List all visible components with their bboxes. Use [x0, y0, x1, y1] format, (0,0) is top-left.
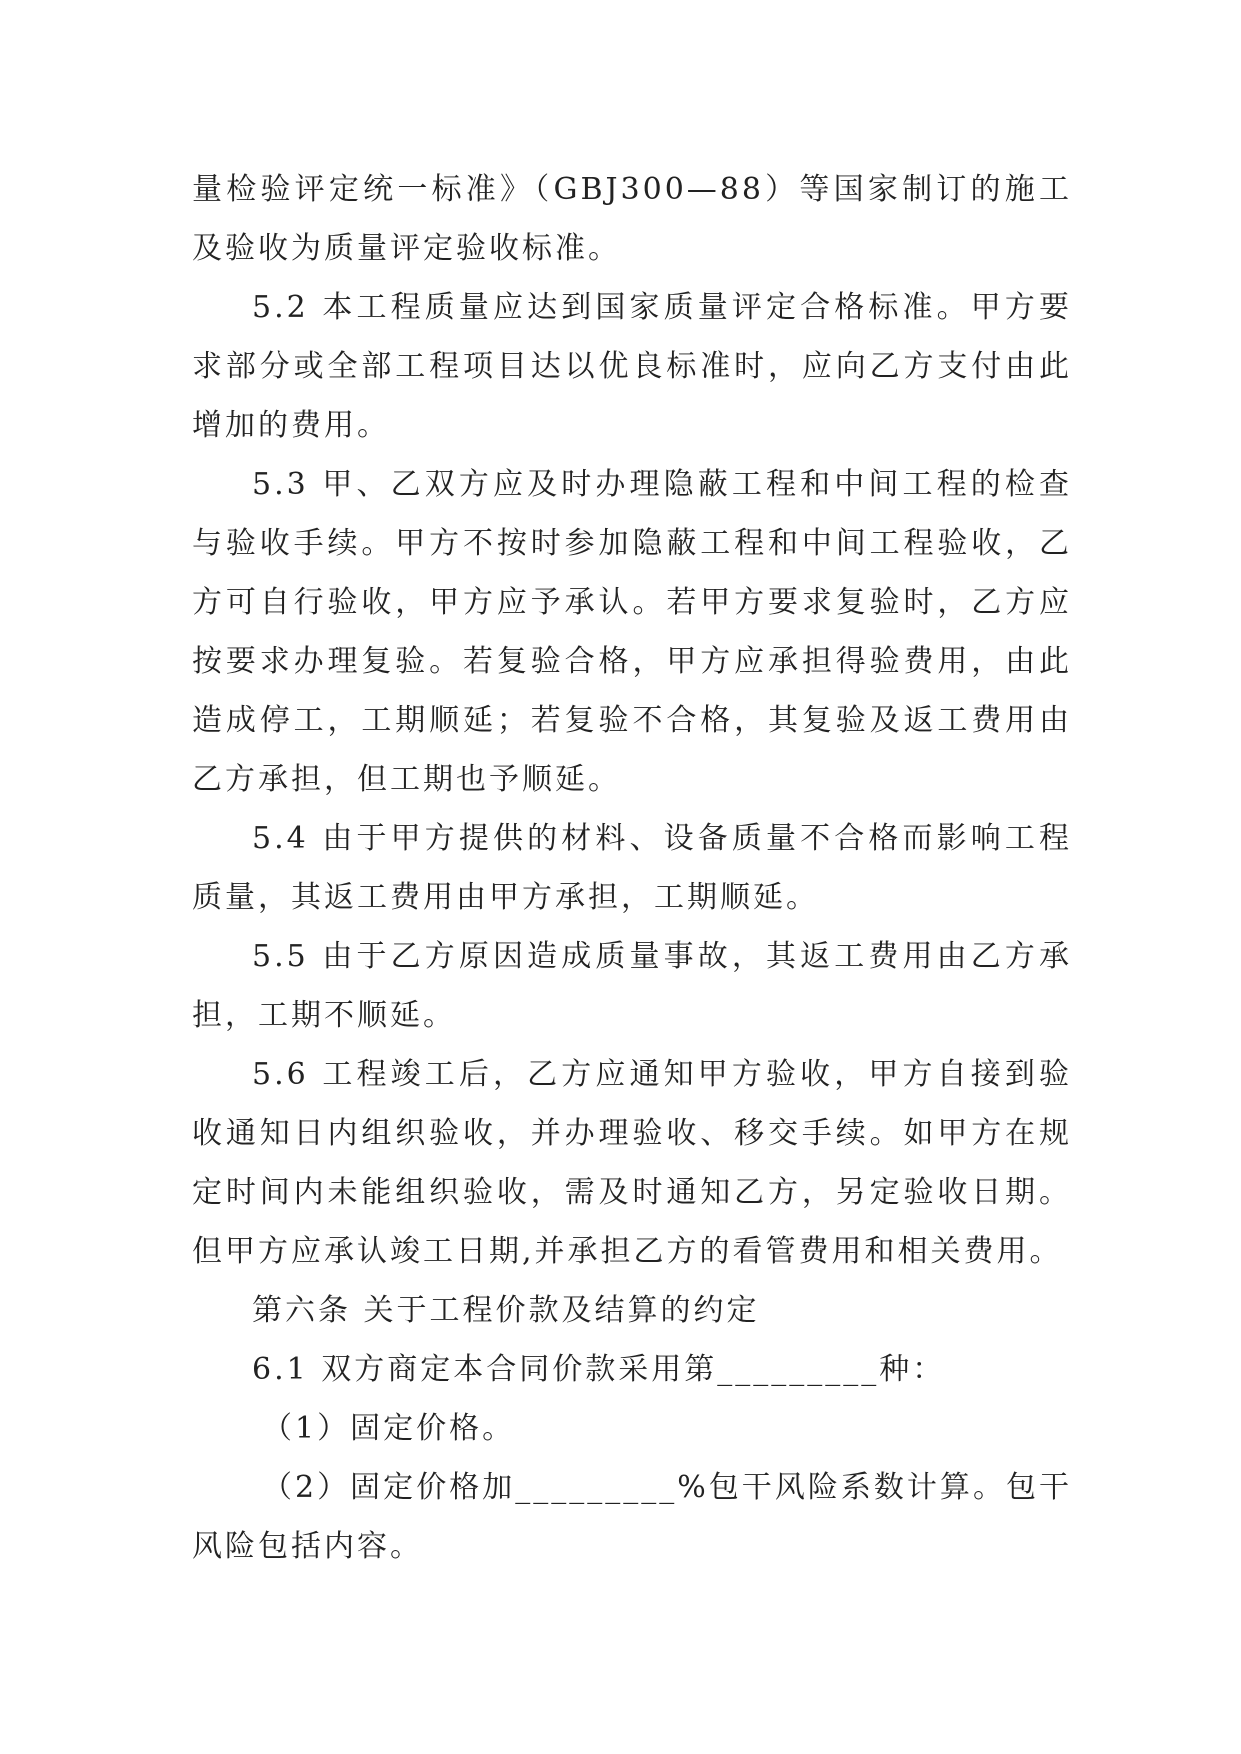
paragraph-5-1-continued: 量检验评定统一标准》（GBJ300—88）等国家制订的施工及验收为质量评定验收标准。	[192, 172, 1072, 266]
paragraph-6-1: 6.1 双方商定本合同价款采用第_________种：	[252, 1352, 946, 1387]
article-6-heading: 第六条 关于工程价款及结算的约定	[252, 1293, 760, 1328]
paragraph-6-1-option-2: （2）固定价格加_________%包干风险系数计算。包干风险包括内容。	[192, 1470, 1072, 1564]
document-body	[192, 160, 1072, 1576]
paragraph-6-1-option-1: （1）固定价格。	[262, 1411, 516, 1446]
paragraph-5-2: 5.2 本工程质量应达到国家质量评定合格标准。甲方要求部分或全部工程项目达以优良标准时，应向乙方支付由此增加的费用。	[192, 290, 1072, 443]
paragraph-5-5: 5.5 由于乙方原因造成质量事故，其返工费用由乙方承担，工期不顺延。	[192, 939, 1072, 1033]
paragraph-5-6: 5.6 工程竣工后，乙方应通知甲方验收，甲方自接到验收通知日内组织验收，并办理验收、移交手续。如甲方在规定时间内未能组织验收，需及时通知乙方，另定验收日期。但甲方应承认竣工日期,并承担乙方的看管费用和相关费用。	[192, 1057, 1072, 1269]
paragraph-5-3: 5.3 甲、乙双方应及时办理隐蔽工程和中间工程的检查与验收手续。甲方不按时参加隐蔽工程和中间工程验收，乙方可自行验收，甲方应予承认。若甲方要求复验时，乙方应按要求办理复验。若复验合格，甲方应承担得验费用，由此造成停工，工期顺延；若复验不合格，其复验及返工费用由乙方承担，但工期也予顺延。	[192, 467, 1072, 797]
paragraph-5-4: 5.4 由于甲方提供的材料、设备质量不合格而影响工程质量，其返工费用由甲方承担，工期顺延。	[192, 821, 1072, 915]
